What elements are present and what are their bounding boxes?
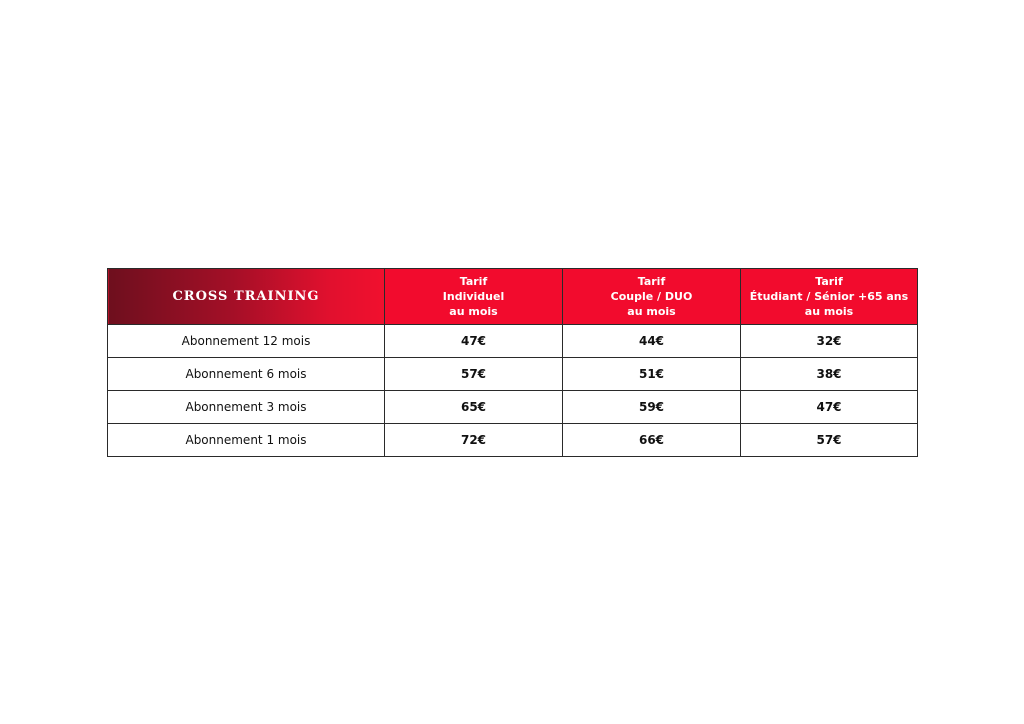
column-header-line: Tarif	[815, 275, 843, 288]
price-individuel: 47€	[385, 325, 563, 358]
plan-label: Abonnement 6 mois	[108, 358, 385, 391]
plan-label: Abonnement 12 mois	[108, 325, 385, 358]
price-individuel: 65€	[385, 391, 563, 424]
table-row	[108, 391, 918, 424]
table-row	[108, 358, 918, 391]
column-header-individuel	[385, 269, 563, 325]
price-etudiant: 47€	[741, 391, 918, 424]
program-title: CROSS TRAINING	[108, 269, 385, 325]
column-header-couple	[563, 269, 741, 325]
column-header-line: Couple / DUO	[610, 290, 693, 303]
column-header-line: au mois	[627, 305, 676, 318]
price-individuel: 57€	[385, 358, 563, 391]
price-couple: 66€	[563, 424, 741, 457]
table-row	[108, 424, 918, 457]
column-header-line: Tarif	[637, 275, 666, 288]
column-header-line: au mois	[449, 305, 498, 318]
price-couple: 51€	[563, 358, 741, 391]
plan-label: Abonnement 3 mois	[108, 391, 385, 424]
price-etudiant: 57€	[741, 424, 918, 457]
column-header-line: Tarif	[459, 275, 488, 288]
table-header-row	[108, 269, 918, 325]
price-couple: 44€	[563, 325, 741, 358]
table-row	[108, 325, 918, 358]
column-header-line: au mois	[804, 305, 854, 318]
column-header-line: Individuel	[442, 290, 505, 303]
price-individuel: 72€	[385, 424, 563, 457]
price-couple: 59€	[563, 391, 741, 424]
column-header-etudiant	[741, 269, 918, 325]
pricing-table	[107, 268, 918, 457]
plan-label: Abonnement 1 mois	[108, 424, 385, 457]
price-etudiant: 32€	[741, 325, 918, 358]
column-header-line: Étudiant / Sénior +65 ans	[749, 290, 909, 303]
price-etudiant: 38€	[741, 358, 918, 391]
